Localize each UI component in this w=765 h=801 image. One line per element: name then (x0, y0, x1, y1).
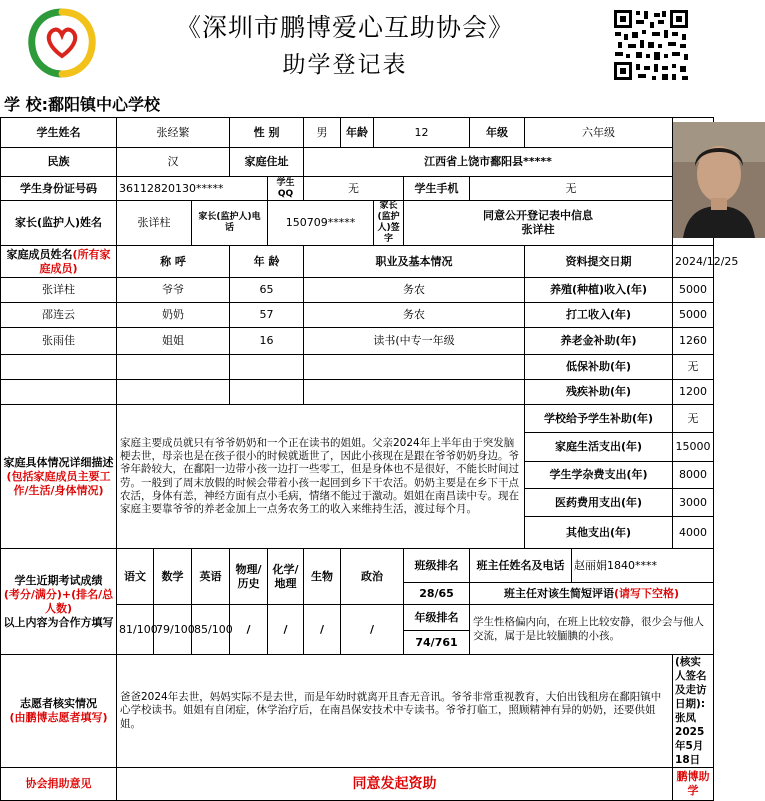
member-job-empty (304, 380, 525, 405)
expense-label: 学校给予学生补助(年) (525, 405, 673, 433)
member-relation-empty (117, 380, 230, 405)
school-label: 学 校: (4, 95, 48, 114)
expense-value: 15000 (673, 433, 714, 462)
exam-tail: 以上内容为合作方填写 (3, 615, 114, 629)
member-job: 读书(中专一年级 (304, 328, 525, 355)
exam-note: (考分/满分)+(排名/总人数) (3, 587, 114, 615)
gender-value: 男 (304, 118, 341, 148)
submit-date-value: 2024/12/25 (673, 246, 714, 278)
member-relation: 爷爷 (117, 278, 230, 303)
member-name-empty (1, 380, 117, 405)
subject-header: 语文 (117, 549, 154, 605)
exam-label-cell (1, 549, 117, 655)
ethnic-label: 民族 (1, 148, 117, 177)
subject-header: 英语 (192, 549, 230, 605)
id-label: 学生身份证号码 (1, 177, 117, 201)
col-relation-header: 称 呼 (117, 246, 230, 278)
volunteer-sign: (核实人签名及走访日期):张凤2025年5月18日 (673, 655, 714, 768)
member-name: 张雨佳 (1, 328, 117, 355)
gender-label: 性 别 (230, 118, 304, 148)
member-relation: 姐姐 (117, 328, 230, 355)
situation-note: (包括家庭成员主要工作/生活/身体情况) (6, 469, 111, 497)
member-job: 务农 (304, 303, 525, 328)
student-photo (673, 118, 714, 246)
consent-cell (404, 201, 673, 246)
document-title: 《深圳市鹏博爱心互助协会》 (175, 13, 514, 42)
phone-label: 学生手机 (404, 177, 470, 201)
association-logo-icon (26, 6, 98, 78)
student-name: 张经繁 (117, 118, 230, 148)
member-age: 16 (230, 328, 304, 355)
expense-value: 3000 (673, 489, 714, 517)
school-value: 鄱阳镇中心学校 (47, 95, 160, 114)
footer-left: 协会捐助意见 (1, 768, 117, 801)
grade-label: 年级 (470, 118, 525, 148)
qq-value: 无 (304, 177, 404, 201)
comment-note: (请写下空格) (614, 586, 680, 600)
member-name: 邵连云 (1, 303, 117, 328)
comment-label-cell (470, 583, 714, 605)
income-value: 1260 (673, 328, 714, 355)
income-label: 低保补助(年) (525, 355, 673, 380)
class-rank-label: 班级排名 (404, 549, 470, 583)
expense-label: 家庭生活支出(年) (525, 433, 673, 462)
subject-header: 政治 (341, 549, 404, 605)
footer-right: 鹏博助学 (673, 768, 714, 801)
member-relation: 奶奶 (117, 303, 230, 328)
volunteer-text: 爸爸2024年去世，妈妈实际不是去世，而是年幼时就离开且杳无音讯。爷爷非常重视教育，大伯出钱租房在鄱阳镇中心学校读书。姐姐有自闭症，休学治疗后，在南昌保安技术中专读书。爷爷打临工，照顾精神有异的奶奶，还要供姐姐。 (117, 655, 673, 768)
subject-score: 79/100 (154, 605, 192, 655)
family-header-note: (所有家庭成员) (39, 247, 111, 275)
situation-text: 家庭主要成员就只有爷爷奶奶和一个正在读书的姐姐。父亲2024年上半年由于突发脑梗去世，母亲也是在孩子很小的时候就逝世了，因此小孩现在是跟在爷爷奶奶身边。爷爷年龄较大，在鄱阳一边带小孩一边打一些零工，但是身体也不是很好，不能长时间过劳。一般到了周末放假的时候会带着小孩一起回到乡下干农活。奶奶主要是在乡下干点农活，身体有恙，神经方面有点小毛病，情绪不能过于激动。姐姐在南昌读中专。现在家庭主要靠爷爷的养老金加上一点务农务工的收入来维持生活，渡过每个月。 (117, 405, 525, 549)
member-age-empty (230, 355, 304, 380)
subject-header: 生物 (304, 549, 341, 605)
grade-rank-value: 74/761 (404, 631, 470, 655)
expense-value: 8000 (673, 462, 714, 489)
income-value: 5000 (673, 278, 714, 303)
consent-sign: 张详柱 (521, 223, 555, 236)
expense-value: 无 (673, 405, 714, 433)
submit-date-label: 资料提交日期 (525, 246, 673, 278)
document-subtitle: 助学登记表 (282, 52, 408, 78)
member-job: 务农 (304, 278, 525, 303)
member-name-empty (1, 355, 117, 380)
address-value: 江西省上饶市鄱阳县***** (304, 148, 673, 177)
teacher-value: 赵丽娟1840**** (572, 549, 714, 583)
income-value: 5000 (673, 303, 714, 328)
income-label: 养老金补助(年) (525, 328, 673, 355)
situation-label-cell (1, 405, 117, 549)
subject-score: / (341, 605, 404, 655)
guardian-value: 张详柱 (117, 201, 192, 246)
class-rank-value: 28/65 (404, 583, 470, 605)
member-age: 65 (230, 278, 304, 303)
member-name: 张详柱 (1, 278, 117, 303)
family-header-cell (1, 246, 117, 278)
subject-header: 物理/历史 (230, 549, 268, 605)
col-job-header: 职业及基本情况 (304, 246, 525, 278)
member-age: 57 (230, 303, 304, 328)
volunteer-note: (由鹏博志愿者填写) (9, 711, 108, 724)
school-line (4, 92, 160, 115)
qr-code-icon (612, 8, 690, 82)
income-label: 残疾补助(年) (525, 380, 673, 405)
expense-label: 学生学杂费支出(年) (525, 462, 673, 489)
age-value: 12 (374, 118, 470, 148)
ethnic-value: 汉 (117, 148, 230, 177)
member-age-empty (230, 380, 304, 405)
address-label: 家庭住址 (230, 148, 304, 177)
teacher-comment: 学生性格偏内向，在班上比较安静，很少会与他人交流，属于是比较腼腆的小孩。 (470, 605, 714, 655)
grade-rank-label: 年级排名 (404, 605, 470, 631)
col-age-header: 年 龄 (230, 246, 304, 278)
registration-table (0, 117, 739, 801)
document-header (0, 0, 693, 88)
student-name-label: 学生姓名 (1, 118, 117, 148)
consent-label: 同意公开登记表中信息 (483, 209, 594, 222)
guardian-phone-value: 150709***** (268, 201, 374, 246)
family-header-label: 家庭成员姓名 (6, 247, 73, 261)
income-label: 打工收入(年) (525, 303, 673, 328)
situation-label: 家庭具体情况详细描述 (3, 455, 114, 469)
teacher-label: 班主任姓名及电话 (470, 549, 572, 583)
volunteer-label-cell (1, 655, 117, 768)
subject-score: 85/100 (192, 605, 230, 655)
expense-label: 医药费用支出(年) (525, 489, 673, 517)
subject-score: 81/100 (117, 605, 154, 655)
income-value: 1200 (673, 380, 714, 405)
guardian-label: 家长(监护人)姓名 (1, 201, 117, 246)
student-portrait-icon (673, 122, 765, 238)
comment-label: 班主任对该生简短评语 (504, 586, 614, 600)
guardian-sign-label: 家长(监护人)签字 (374, 201, 404, 246)
income-label: 养殖(种植)收入(年) (525, 278, 673, 303)
subject-header: 数学 (154, 549, 192, 605)
income-value: 无 (673, 355, 714, 380)
qq-label: 学生QQ (268, 177, 304, 201)
volunteer-label: 志愿者核实情况 (20, 697, 97, 710)
footer-middle: 同意发起资助 (117, 768, 673, 801)
expense-label: 其他支出(年) (525, 517, 673, 549)
age-label: 年龄 (341, 118, 374, 148)
phone-value: 无 (470, 177, 673, 201)
grade-value: 六年级 (525, 118, 673, 148)
expense-value: 4000 (673, 517, 714, 549)
id-value: 36112820130***** (117, 177, 268, 201)
member-relation-empty (117, 355, 230, 380)
member-job-empty (304, 355, 525, 380)
subject-score: / (304, 605, 341, 655)
subject-score: / (230, 605, 268, 655)
exam-label: 学生近期考试成绩 (14, 573, 103, 587)
guardian-phone-label: 家长(监护人)电话 (192, 201, 268, 246)
subject-header: 化学/地理 (268, 549, 304, 605)
subject-score: / (268, 605, 304, 655)
